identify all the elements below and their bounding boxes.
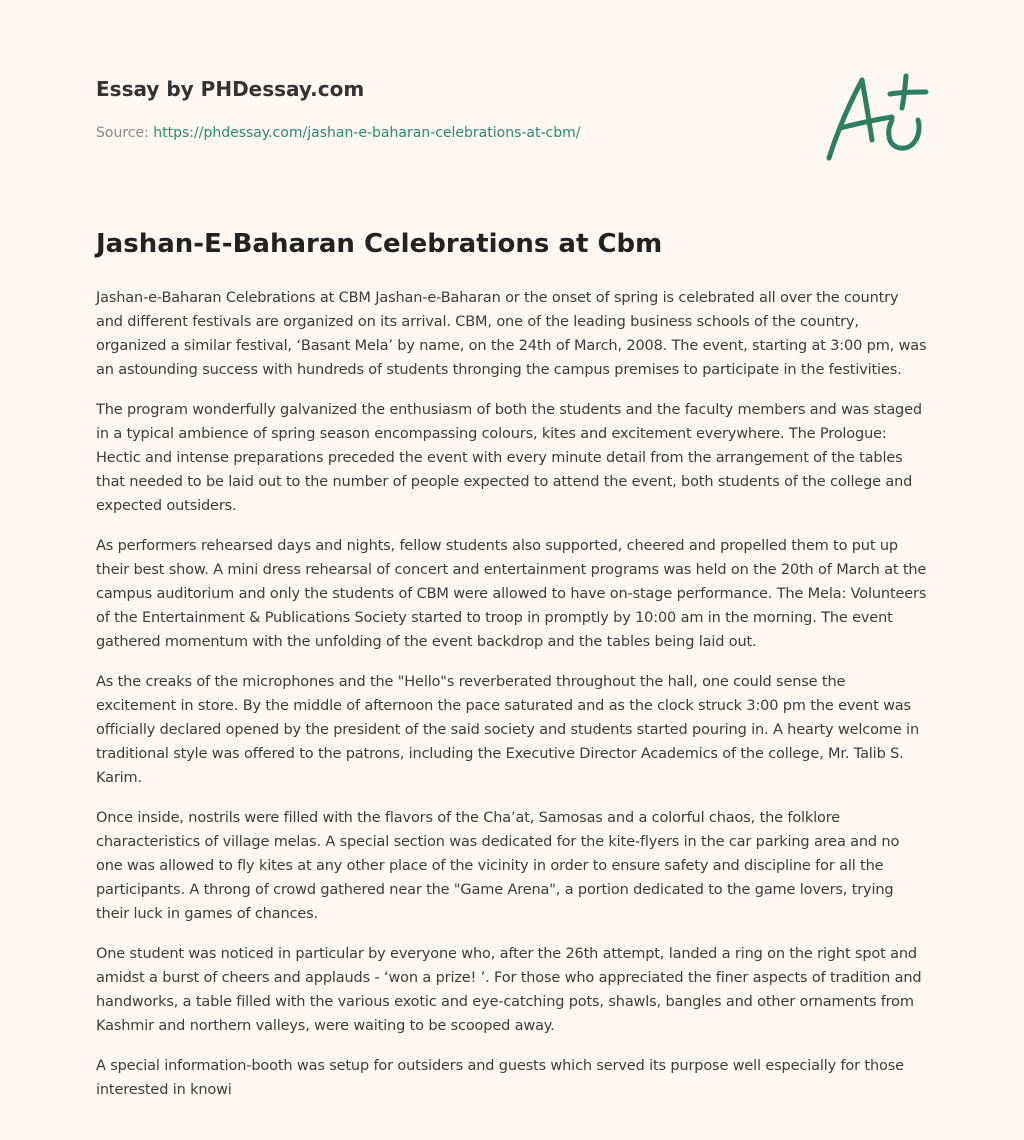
essay-body bbox=[96, 286, 928, 1118]
essay-paragraph: As performers rehearsed days and nights, fellow students also supported, cheered and propelled them to put up their best show. A mini dress rehearsal of concert and entertainment programs was held on the 20th of March at the campus auditorium and only the students of CBM were allowed to have on-stage performance. The Mela: Volunteers of the Entertainment & Publications Society started to troop in promptly by 10:00 am in the morning. The event gathered momentum with the unfolding of the event backdrop and the tables being laid out. bbox=[96, 538, 927, 650]
essay-paragraph: One student was noticed in particular by everyone who, after the 26th attempt, landed a ring on the right spot and amidst a burst of cheers and applauds - ‘won a prize! ’. For those who appreciated the finer aspects of tradition and handworks, a table filled with the various exotic and eye-catching pots, shawls, bangles and other ornaments from Kashmir and northern valleys, were waiting to be scooped away. bbox=[96, 946, 922, 1034]
essay-paragraph: A special information-booth was setup for outsiders and guests which served its purpose well especially for those interested in knowi bbox=[96, 1058, 904, 1098]
source-line bbox=[96, 125, 580, 141]
essay-paragraph: As the creaks of the microphones and the "Hello"s reverberated throughout the hall, one could sense the excitement in store. By the middle of afternoon the pace saturated and as the clock struck 3:00 pm the event was officially declared opened by the president of the said society and students started pouring in. A hearty welcome in traditional style was offered to the patrons, including the Executive Director Academics of the college, Mr. Talib S. Karim. bbox=[96, 674, 919, 786]
essay-paragraph: The program wonderfully galvanized the enthusiasm of both the students and the faculty members and was staged in a typical ambience of spring season encompassing colours, kites and excitement everywhere. The Prologue: Hectic and intense preparations preceded the event with every minute detail from the arrangement of the tables that needed to be laid out to the number of people expected to attend the event, both students of the college and expected outsiders. bbox=[96, 402, 922, 514]
a-plus-logo-icon bbox=[822, 70, 930, 166]
essay-title: Jashan-E-Baharan Celebrations at Cbm bbox=[96, 229, 663, 259]
source-label: Source: bbox=[96, 125, 154, 141]
essay-paragraph: Jashan-e-Baharan Celebrations at CBM Jashan-e-Baharan or the onset of spring is celebrated all over the country and different festivals are organized on its arrival. CBM, one of the leading business schools of the country, organized a similar festival, ‘Basant Mela’ by name, on the 24th of March, 2008. The event, starting at 3:00 pm, was an astounding success with hundreds of students thronging the campus premises to participate in the festivities. bbox=[96, 290, 927, 378]
site-title: Essay by PHDessay.com bbox=[96, 77, 365, 101]
essay-paragraph: Once inside, nostrils were filled with the flavors of the Cha’at, Samosas and a colorful chaos, the folklore characteristics of village melas. A special section was dedicated for the kite-flyers in the car parking area and no one was allowed to fly kites at any other place of the vicinity in order to ensure safety and discipline for all the participants. A throng of crowd gathered near the "Game Arena", a portion dedicated to the game lovers, trying their luck in games of chances. bbox=[96, 810, 900, 922]
source-link[interactable]: https://phdessay.com/jashan-e-baharan-celebrations-at-cbm/ bbox=[153, 125, 581, 141]
